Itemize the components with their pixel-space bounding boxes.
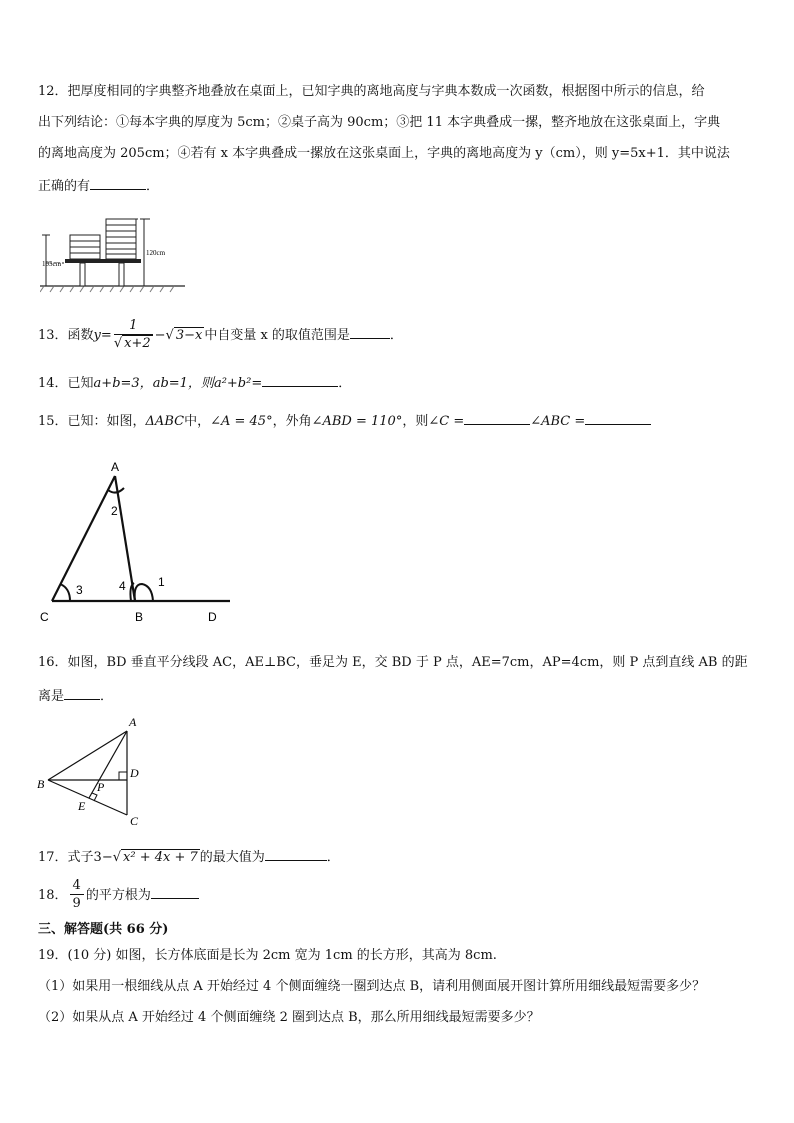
- q13-eq: =: [100, 328, 112, 343]
- q15-answer-blank-c[interactable]: [464, 410, 530, 425]
- q17-three: 3−: [93, 850, 113, 865]
- q18-frac-num: 4: [70, 878, 84, 895]
- q17-line: 17．式子3−√ x² + 4x + 7 的最大值为 ．: [38, 846, 340, 868]
- q15-angle-abc: ∠ABC =: [530, 414, 586, 429]
- q14-line: [38, 372, 351, 394]
- q19-line1: 19．(10 分) 如图，长方体底面是长为 2cm 宽为 1cm 的长方形，其高为 8cm.: [38, 948, 497, 963]
- q18-post: 的平方根为: [85, 888, 151, 903]
- q16-label-b: B: [37, 777, 45, 791]
- q12-line4-text: 正确的有: [38, 179, 91, 194]
- q13-answer-blank[interactable]: [350, 324, 390, 339]
- q13-post: 中自变量 x 的取值范围是: [204, 328, 350, 343]
- q14-expr: a²+b²=: [213, 376, 263, 391]
- q16-label-e: E: [78, 799, 86, 813]
- q13-prefix: 13．函数: [38, 328, 94, 343]
- q18-answer-blank[interactable]: [151, 884, 199, 899]
- q15-prefix: 15．已知：如图，: [38, 414, 146, 429]
- q13-minus: −: [154, 328, 166, 343]
- q13-line: 13．函数y= $\frac{1}{√ x+2}$ −√ 3−x 中自变量 x 的取值范围是 ．: [38, 318, 403, 351]
- q15-triangle-figure: [36, 456, 236, 628]
- q13-frac-num: 1: [114, 318, 153, 335]
- q14-answer-blank[interactable]: [262, 372, 338, 387]
- q16-answer-blank[interactable]: [64, 685, 100, 700]
- q13-frac-den-root: x+2: [124, 336, 151, 351]
- q12-dictionary-figure: [40, 212, 190, 294]
- q14-cond2: ab=1，则: [152, 376, 214, 391]
- q15-label-a: A: [111, 460, 120, 474]
- q17-answer-blank[interactable]: [265, 846, 327, 861]
- q13-fraction: [114, 318, 153, 353]
- q15-angle-a: ∠A = 45°: [210, 414, 273, 429]
- q15-label-3: 3: [76, 583, 83, 597]
- q16-line1: 16．如图，BD 垂直平分线段 AC，AE⊥BC，垂足为 E，交 BD 于 P 点，AE=7cm，AP=4cm，则 P 点到直线 AB 的距: [38, 655, 748, 670]
- q12-line1: 12．把厚度相同的字典整齐地叠放在桌面上，已知字典的离地高度与字典本数成一次函数，根据图中所示的信息，给: [38, 84, 705, 99]
- q13-frac-den: √ x+2: [113, 336, 151, 351]
- q15-label-d: D: [208, 610, 217, 624]
- q15-angle-abd: ∠ABD = 110°: [311, 414, 403, 429]
- q15-label-b: B: [135, 610, 144, 624]
- q15-label-1: 1: [158, 575, 165, 589]
- q16-label-p: P: [97, 780, 105, 794]
- q16-line2-text: 离是: [38, 689, 65, 704]
- q15-angle-c: ∠C =: [428, 414, 465, 429]
- q16-label-d: D: [130, 766, 139, 780]
- q19-part2: （2）如果从点 A 开始经过 4 个侧面缠绕 2 圈到达点 B，那么所用细线最短需要多少？: [38, 1010, 540, 1025]
- q17-end: ．: [326, 850, 340, 865]
- q15-label-c: C: [40, 610, 49, 624]
- q18-line: [38, 878, 199, 914]
- q12-label-120: 120cm: [146, 249, 166, 257]
- q12-label-105: 105cm: [42, 260, 62, 268]
- q15-label-4: 4: [119, 579, 126, 593]
- q17-root: x² + 4x + 7: [123, 850, 198, 865]
- q16-label-a: A: [129, 715, 137, 729]
- q14-prefix: 14．已知: [38, 376, 94, 391]
- q16-label-c: C: [130, 814, 139, 828]
- q15-triangle: ΔABC: [145, 414, 185, 429]
- section-3-heading: 三、解答题(共 66 分): [38, 922, 169, 937]
- q15-mid1: 中，: [184, 414, 211, 429]
- q19-part1: （1）如果用一根细线从点 A 开始经过 4 个侧面缠绕一圈到达点 B，请利用侧面展开图计算所用细线最短需要多少？: [38, 979, 706, 994]
- q12-line4-end: ．: [146, 179, 160, 194]
- q16-line2-end: ．: [100, 689, 114, 704]
- q15-label-2: 2: [111, 504, 118, 518]
- q15-answer-blank-abc[interactable]: [585, 410, 651, 425]
- q15-line: [38, 410, 651, 432]
- q18-frac-den: 9: [72, 896, 81, 911]
- q12-line2: 出下列结论：①每本字典的厚度为 5cm；②桌子高为 90cm；③把 11 本字典叠成一摞，整齐地放在这张桌面上，字典: [38, 115, 721, 130]
- q17-prefix: 17．式子: [38, 850, 94, 865]
- q13-y: y: [93, 328, 101, 343]
- q14-end: ．: [338, 376, 352, 391]
- q15-mid2: ，外角: [272, 414, 312, 429]
- q16-line2: [38, 685, 113, 707]
- q15-mid3: ，则: [402, 414, 429, 429]
- q16-geometry-figure: [36, 713, 156, 831]
- q18-prefix: 18．: [38, 888, 68, 903]
- q18-fraction: [70, 878, 84, 913]
- q17-post: 的最大值为: [199, 850, 265, 865]
- q14-cond1: a+b=3，: [93, 376, 153, 391]
- q13-root: 3−x: [175, 328, 203, 343]
- q13-end: ．: [389, 328, 403, 343]
- q12-line4: [38, 175, 159, 197]
- q12-answer-blank[interactable]: [90, 175, 146, 190]
- q12-line3: 的离地高度为 205cm；④若有 x 本字典叠成一摞放在这张桌面上，字典的离地高度为 y（cm），则 y=5x+1．其中说法: [38, 146, 730, 161]
